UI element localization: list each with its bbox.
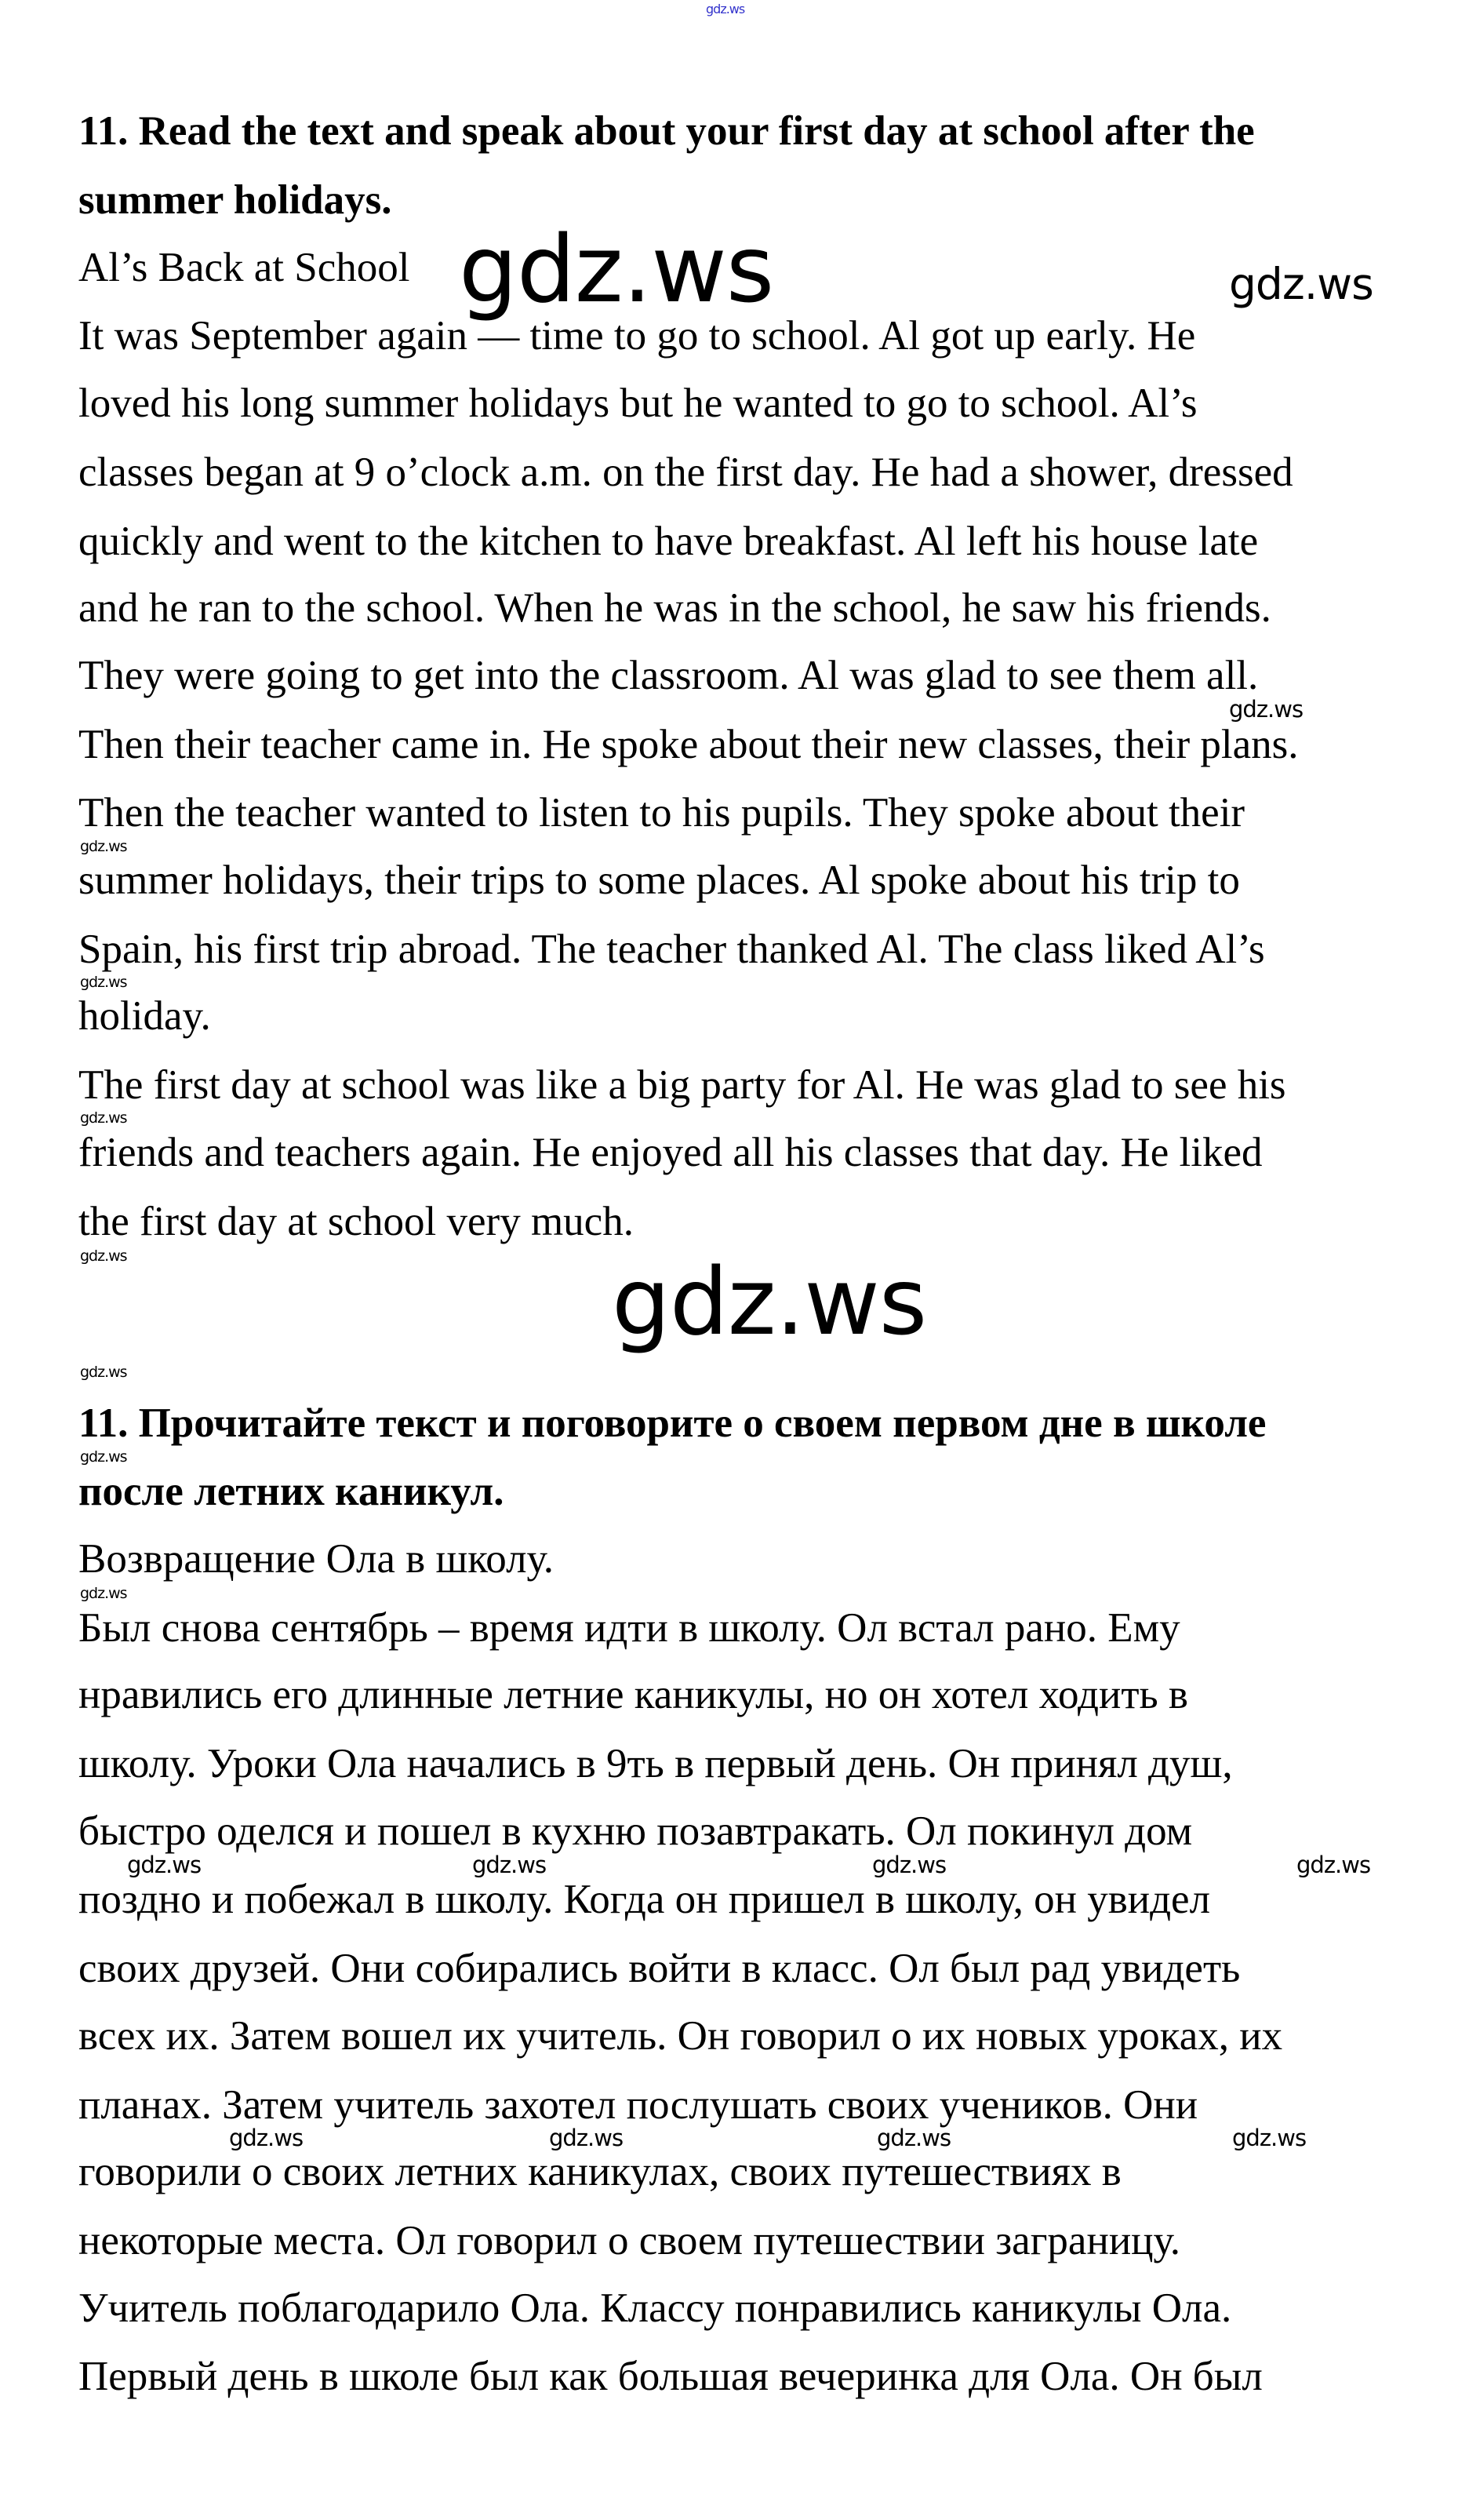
body-line-ru: своих друзей. Они собирались войти в класс. Ол был рад увидеть xyxy=(78,1946,1241,1991)
body-line-ru: говорили о своих летних каникулах, своих путешествиях в xyxy=(78,2149,1122,2194)
exercise-heading-ru-line-2: после летних каникул. xyxy=(78,1469,504,1514)
body-line-en: quickly and went to the kitchen to have breakfast. Al left his house late xyxy=(78,519,1259,564)
body-line-en: It was September again — time to go to school. Al got up early. He xyxy=(78,313,1196,359)
watermark: gdz.ws xyxy=(80,1364,127,1381)
body-line-ru: Первый день в школе был как большая вечеринка для Ола. Он был xyxy=(78,2354,1263,2399)
exercise-heading-en-line-1: 11. Read the text and speak about your first day at school after the xyxy=(78,108,1255,154)
body-line-ru: быстро оделся и пошел в кухню позавтракать. Ол покинул дом xyxy=(78,1808,1193,1854)
watermark: gdz.ws xyxy=(229,2125,304,2151)
watermark: gdz.ws xyxy=(472,1852,547,1878)
watermark: gdz.ws xyxy=(549,2125,624,2151)
watermark: gdz.ws xyxy=(80,1109,127,1127)
story-title-ru: Возвращение Ола в школу. xyxy=(78,1536,555,1582)
exercise-heading-en-line-2: summer holidays. xyxy=(78,177,392,223)
body-line-ru: планах. Затем учитель захотел послушать своих учеников. Они xyxy=(78,2082,1198,2128)
body-line-ru: некоторые места. Ол говорил о своем путешествии заграницу. xyxy=(78,2218,1180,2263)
body-line-ru: Учитель поблагодарило Ола. Классу понравились каникулы Ола. xyxy=(78,2285,1232,2331)
watermark: gdz.ws xyxy=(80,1448,127,1466)
body-line-en: the first day at school very much. xyxy=(78,1199,634,1244)
story-title-en: Al’s Back at School xyxy=(78,245,410,290)
watermark: gdz.ws xyxy=(80,838,127,855)
body-line-ru: школу. Уроки Ола начались в 9ть в первый день. Он принял душ, xyxy=(78,1741,1233,1786)
body-line-en: The first day at school was like a big party for Al. He was glad to see his xyxy=(78,1062,1286,1108)
watermark: gdz.ws xyxy=(1229,696,1304,723)
watermark: gdz.ws xyxy=(1296,1852,1371,1878)
body-line-en: loved his long summer holidays but he wanted to go to school. Al’s xyxy=(78,381,1198,426)
body-line-ru: поздно и побежал в школу. Когда он пришел в школу, он увидел xyxy=(78,1877,1211,1922)
watermark: gdz.ws xyxy=(80,1247,127,1265)
watermark: gdz.ws xyxy=(80,974,127,991)
watermark: gdz.ws xyxy=(706,2,745,16)
body-line-en: friends and teachers again. He enjoyed all his classes that day. He liked xyxy=(78,1130,1263,1175)
body-line-en: Then their teacher came in. He spoke about their new classes, their plans. xyxy=(78,722,1299,767)
body-line-ru: всех их. Затем вошел их учитель. Он говорил о их новых уроках, их xyxy=(78,2013,1283,2059)
body-line-en: They were going to get into the classroom. Al was glad to see them all. xyxy=(78,653,1259,698)
exercise-heading-ru-line-1: 11. Прочитайте текст и поговорите о своем первом дне в школе xyxy=(78,1400,1267,1446)
watermark: gdz.ws xyxy=(80,1585,127,1602)
body-line-en: classes began at 9 o’clock a.m. on the first day. He had a shower, dressed xyxy=(78,450,1293,495)
body-line-en: and he ran to the school. When he was in the school, he saw his friends. xyxy=(78,585,1271,631)
body-line-ru: нравились его длинные летние каникулы, но он хотел ходить в xyxy=(78,1672,1188,1717)
body-line-en: Then the teacher wanted to listen to his pupils. They spoke about their xyxy=(78,790,1245,836)
watermark: gdz.ws xyxy=(1229,259,1373,309)
watermark: gdz.ws xyxy=(459,215,774,323)
body-line-en: holiday. xyxy=(78,993,211,1039)
body-line-ru: Был снова сентябрь – время идти в школу. Ол встал рано. Ему xyxy=(78,1605,1180,1651)
body-line-en: summer holidays, their trips to some places. Al spoke about his trip to xyxy=(78,858,1240,903)
watermark: gdz.ws xyxy=(877,2125,951,2151)
watermark: gdz.ws xyxy=(1232,2125,1307,2151)
watermark: gdz.ws xyxy=(612,1247,927,1356)
watermark: gdz.ws xyxy=(872,1852,947,1878)
body-line-en: Spain, his first trip abroad. The teacher thanked Al. The class liked Al’s xyxy=(78,927,1265,972)
watermark: gdz.ws xyxy=(127,1852,202,1878)
